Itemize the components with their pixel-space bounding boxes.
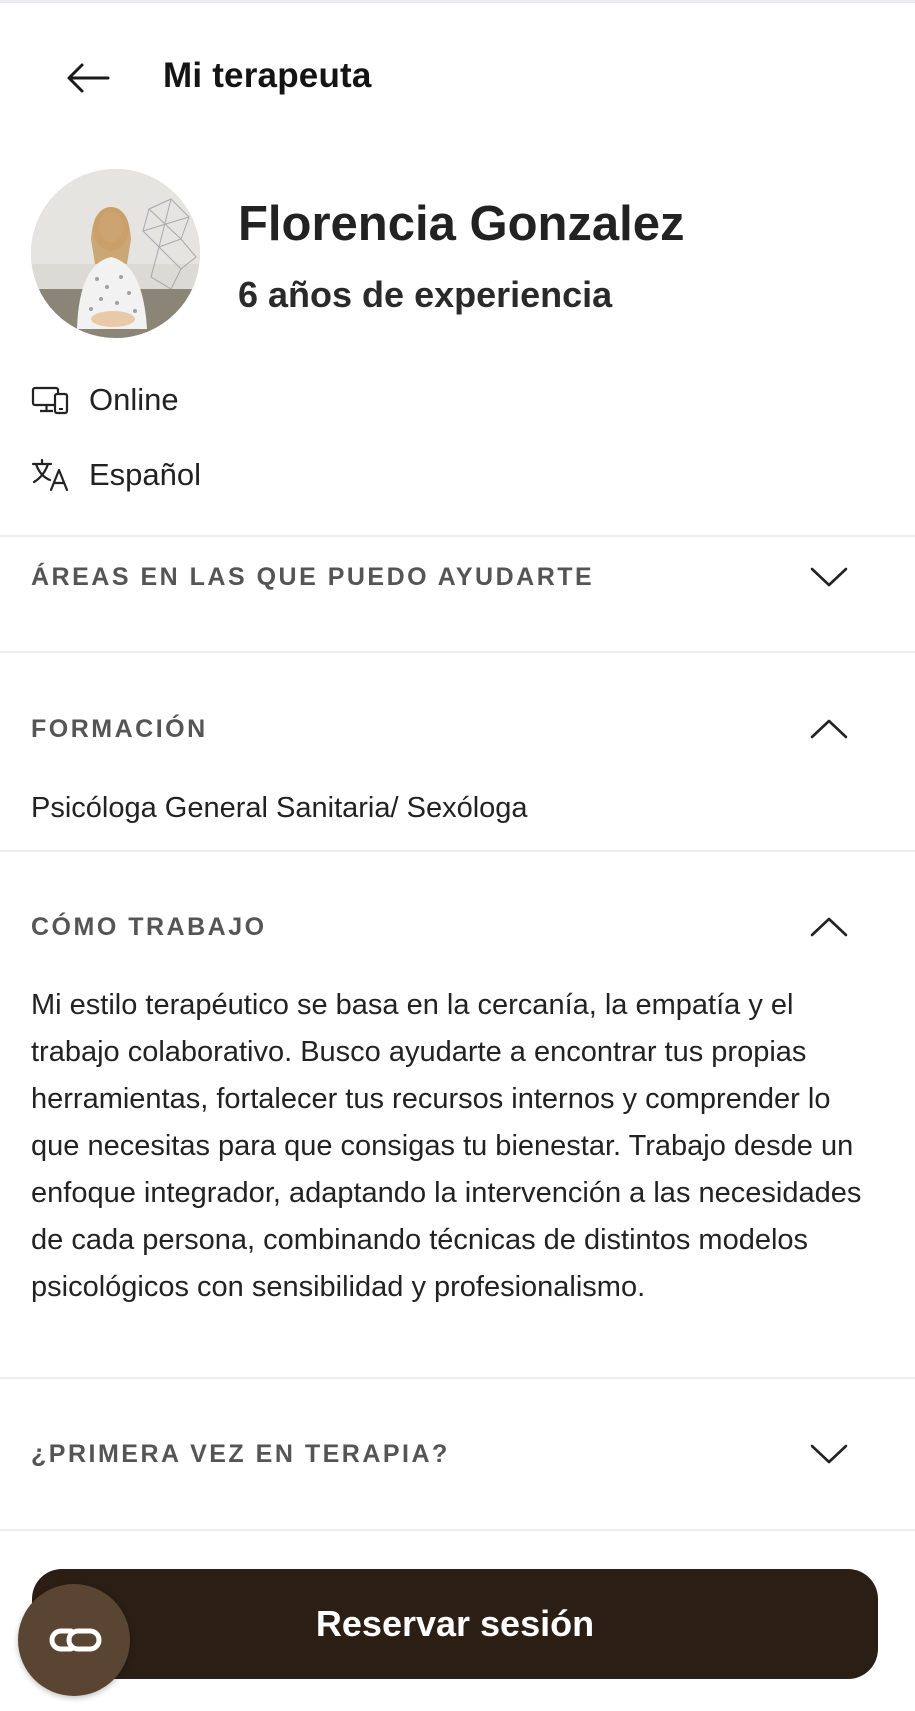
reserve-session-button[interactable]: Reservar sesión: [32, 1569, 878, 1679]
section-primera-vez-title: ¿PRIMERA VEZ EN TERAPIA?: [31, 1439, 450, 1468]
section-formacion-body: Psicóloga General Sanitaria/ Sexóloga: [31, 792, 528, 824]
top-edge: [0, 0, 915, 3]
section-como-trabajo-body: Mi estilo terapéutico se basa en la cercanía, la empatía y el trabajo colaborativo. Busco ayudarte a encontrar tus propias herramientas, fortalecer tus recursos internos y comprender lo que necesitas para que consigas tu bienestar. Trabajo desde un enfoque integrador, adaptando la intervención a las necesidades de cada persona, combinando técnicas de distintos modelos psicológicos con sensibilidad y profesionalismo.: [31, 989, 862, 1303]
divider: [0, 1377, 915, 1379]
link-icon: [43, 1623, 105, 1657]
assistant-fab-button[interactable]: [18, 1584, 130, 1696]
section-como-trabajo-header[interactable]: [31, 902, 851, 952]
chevron-up-icon: [807, 707, 851, 751]
modality-row: [30, 378, 179, 422]
devices-icon: [30, 380, 70, 420]
language-label: Español: [89, 457, 202, 492]
section-formacion-header[interactable]: [31, 704, 851, 754]
translate-icon: [30, 455, 70, 495]
chevron-down-icon: [807, 1432, 851, 1476]
divider: [0, 850, 915, 852]
app-header: [0, 30, 915, 120]
therapist-avatar: [31, 169, 200, 338]
chevron-down-icon: [807, 555, 851, 599]
therapist-experience: 6 años de experiencia: [238, 274, 613, 315]
language-row: [30, 453, 201, 497]
divider: [0, 535, 915, 537]
chevron-up-icon: [807, 905, 851, 949]
modality-label: Online: [89, 382, 179, 417]
arrow-left-icon: [66, 62, 110, 94]
section-areas-title: ÁREAS EN LAS QUE PUEDO AYUDARTE: [31, 562, 595, 591]
therapist-name: Florencia Gonzalez: [238, 197, 685, 251]
back-button[interactable]: [60, 50, 116, 106]
section-primera-vez-header[interactable]: [31, 1429, 851, 1479]
section-areas-header[interactable]: [31, 552, 851, 602]
section-formacion-title: FORMACIÓN: [31, 714, 208, 743]
divider: [0, 651, 915, 653]
page-title: Mi terapeuta: [163, 56, 372, 95]
section-como-trabajo-title: CÓMO TRABAJO: [31, 912, 267, 941]
divider: [0, 1529, 915, 1531]
